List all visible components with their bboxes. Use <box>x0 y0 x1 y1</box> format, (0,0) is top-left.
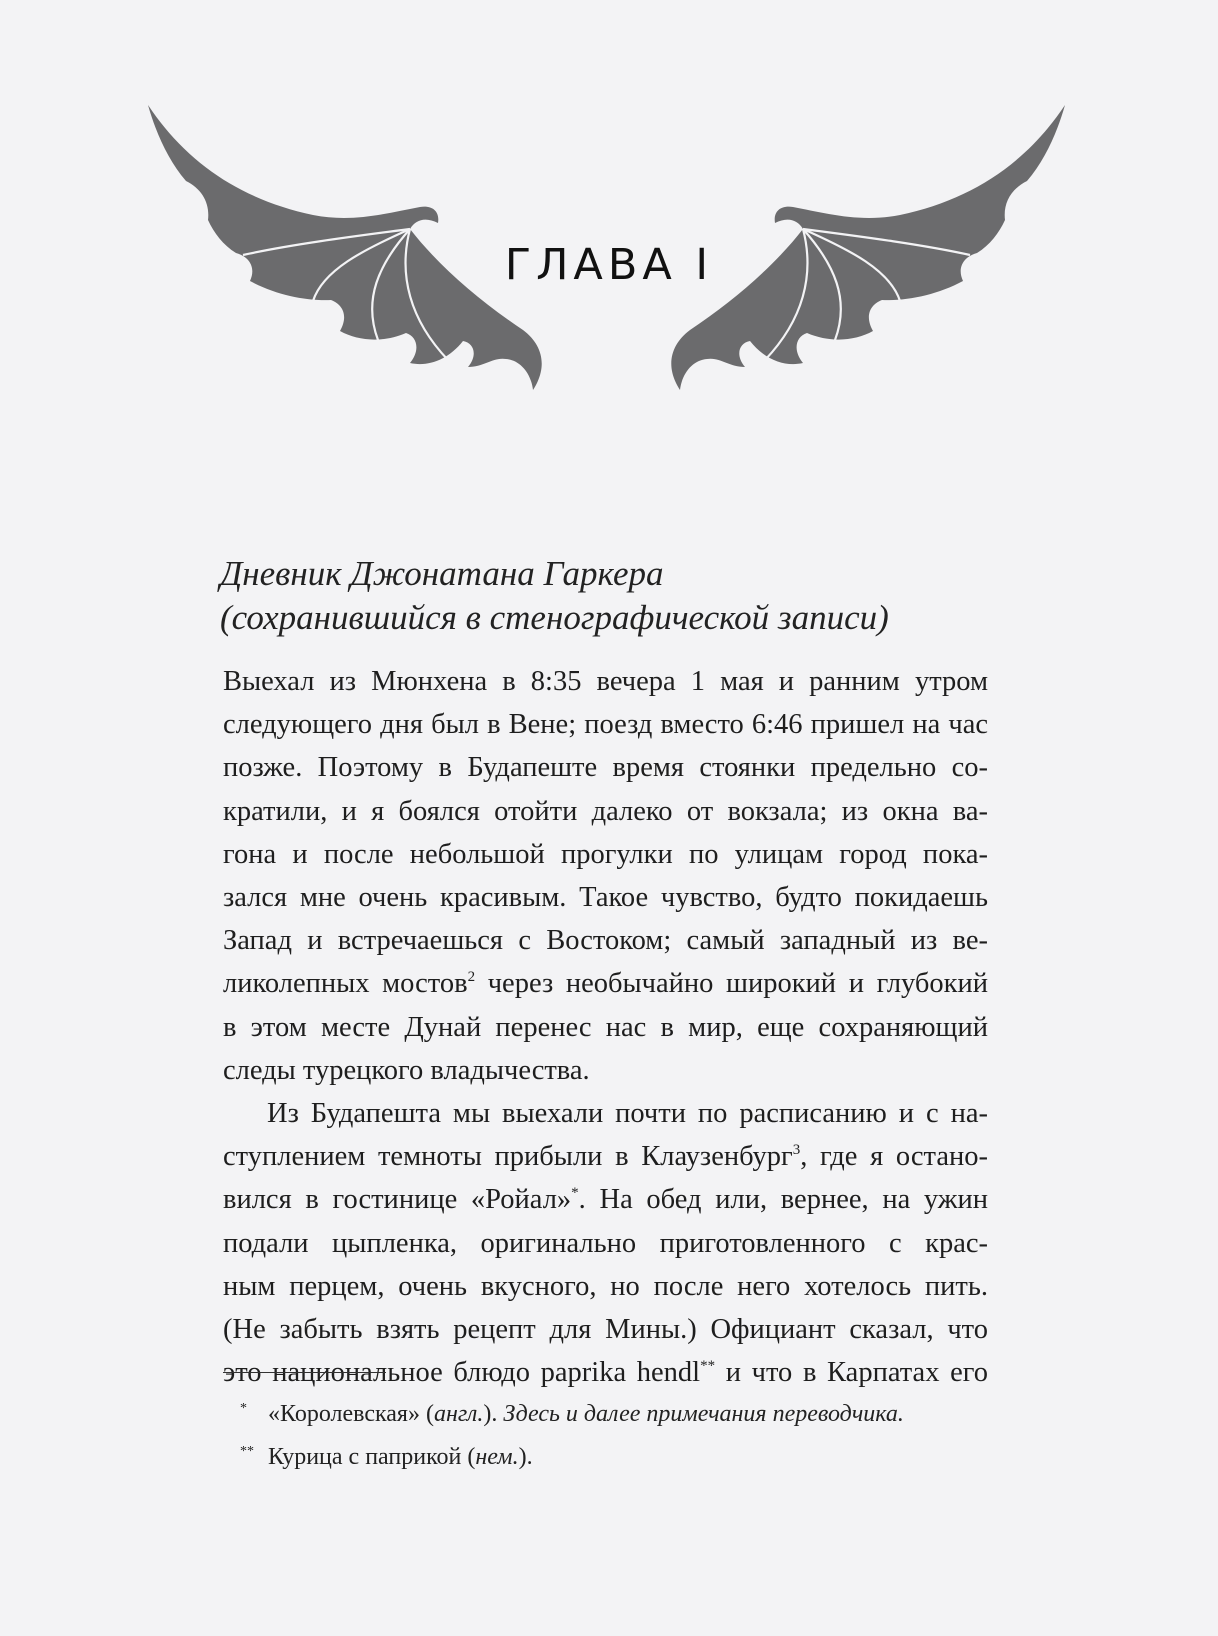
text-line: гона и после небольшой прогулки по улицам город пока- <box>223 838 988 870</box>
footnote-text: Курица с паприкой ( <box>268 1444 476 1470</box>
text-line: кратили, и я боялся отойти далеко от вокзала; из окна ва- <box>223 795 988 827</box>
footnote-text: ). <box>483 1401 504 1427</box>
diary-title-line-1: Дневник Джонатана Гаркера <box>220 554 664 593</box>
footnote-divider <box>223 1372 386 1373</box>
text-fragment: и что в Карпатах его <box>715 1357 988 1389</box>
footnote-language: англ. <box>433 1401 484 1427</box>
text-fragment: это национальное блюдо paprika hendl <box>223 1357 701 1389</box>
diary-title-line-2: (сохранившийся в стенографической записи) <box>220 598 889 637</box>
endnote-ref-3[interactable]: 3 <box>792 1142 801 1159</box>
footnote-ref-2[interactable]: ** <box>700 1358 716 1375</box>
footnote-language: нем. <box>475 1444 519 1470</box>
text-fragment: через необычайно широкий и глубокий <box>475 968 989 1000</box>
footnote-text: ). <box>518 1444 533 1470</box>
text-line: Из Будапешта мы выехали почти по расписанию и с на- <box>267 1098 988 1130</box>
text-fragment: . На обед или, вернее, на ужин <box>578 1184 988 1216</box>
footnote-text: «Королевская» ( <box>268 1401 434 1427</box>
diary-title <box>220 552 1010 640</box>
footnote-translator-note: Здесь и далее примечания переводчика. <box>503 1401 904 1427</box>
body-text <box>223 660 988 1394</box>
footnote-mark: ** <box>240 1444 254 1459</box>
text-line: в этом месте Дунай перенес нас в мир, еще сохраняющий <box>223 1011 988 1043</box>
chapter-header <box>0 95 1218 395</box>
text-line <box>223 962 988 1005</box>
footnote-2 <box>240 1433 1000 1476</box>
footnotes <box>240 1390 1000 1476</box>
text-fragment: ликолепных мостов <box>223 968 468 1000</box>
footnote-mark: * <box>240 1401 247 1416</box>
text-line: Запад и встречаешься с Востоком; самый западный из ве- <box>223 925 988 957</box>
text-fragment: вился в гостинице «Ройал» <box>223 1184 572 1216</box>
endnote-ref-2[interactable]: 2 <box>467 969 476 986</box>
text-line: следы турецкого владычества. <box>223 1054 590 1086</box>
chapter-title: ГЛАВА I <box>504 240 714 290</box>
text-line <box>223 1178 988 1221</box>
text-line: (Не забыть взять рецепт для Мины.) Официант сказал, что <box>223 1314 988 1346</box>
text-line <box>223 1135 988 1178</box>
bat-wing-right-icon <box>660 105 1065 390</box>
text-line: ным перцем, очень вкусного, но после него хотелось пить. <box>223 1270 988 1302</box>
text-fragment: ступлением темноты прибыли в Клаузенбург <box>223 1141 793 1173</box>
text-line: зался мне очень красивым. Такое чувство, будто покидаешь <box>223 882 988 914</box>
text-fragment: , где я остано- <box>800 1141 988 1173</box>
text-line: подали цыпленка, оригинально приготовленного с крас- <box>223 1227 988 1259</box>
footnote-1 <box>240 1390 1000 1433</box>
footnote-ref-1[interactable]: * <box>571 1185 579 1202</box>
text-line: Выехал из Мюнхена в 8:35 вечера 1 мая и ранним утром <box>223 666 988 697</box>
text-line: позже. Поэтому в Будапеште время стоянки предельно со- <box>223 752 988 784</box>
text-line: следующего дня был в Вене; поезд вместо 6:46 пришел на час <box>223 709 988 741</box>
